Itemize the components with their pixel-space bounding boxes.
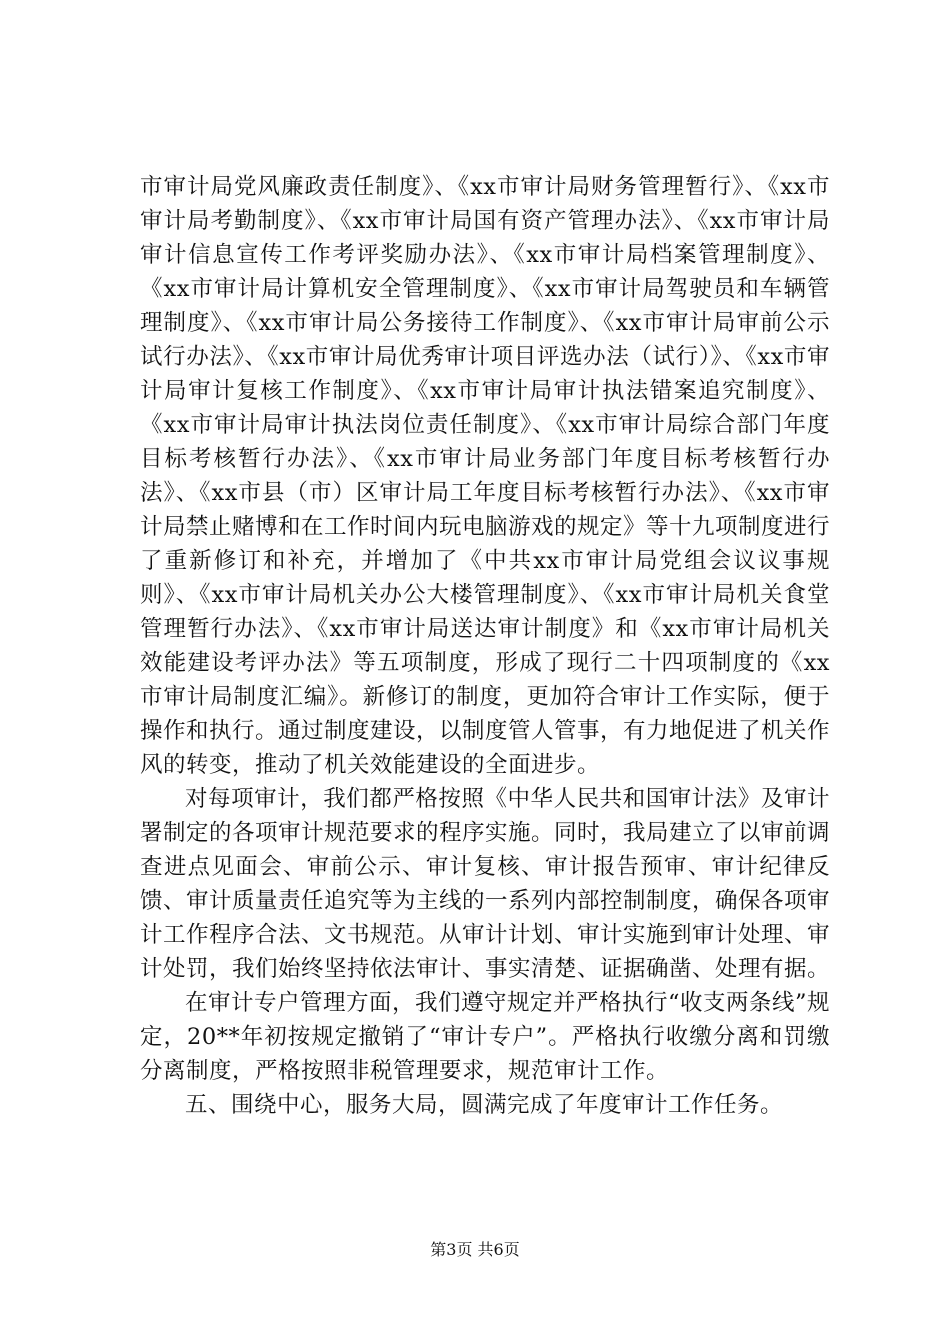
section-heading-five: 五、围绕中心，服务大局，圆满完成了年度审计工作任务。 [185, 1092, 784, 1118]
paragraph-audit-account-management: 在审计专户管理方面，我们遵守规定并严格执行“收支两条线”规定，20**年初按规定撤销了“审计专户”。严格执行收缴分离和罚缴分离制度，严格按照非税管理要求，规范审计工作。 [140, 990, 831, 1084]
document-body [140, 170, 830, 1122]
page-number: 第3页 共6页 [430, 1240, 520, 1259]
paragraph-regulations-list: 市审计局党风廉政责任制度》、《xx市审计局财务管理暂行》、《xx市审计局考勤制度》、《xx市审计局国有资产管理办法》、《xx市审计局审计信息宣传工作考评奖励办法》、《xx市审计局档案管理制度》、《xx市审计局计算机安全管理制度》、《xx市审计局驾驶员和车辆管理制度》、《xx市审计局公务接待工作制度》、《xx市审计局审前公示试行办法》、《xx市审计局优秀审计项目评选办法（试行）》、《xx市审计局审计复核工作制度》、《xx市审计局审计执法错案追究制度》、《xx市审计局审计执法岗位责任制度》、《xx市审计局综合部门年度目标考核暂行办法》、《xx市审计局业务部门年度目标考核暂行办法》、《xx市县（市）区审计局工年度目标考核暂行办法》、《xx市审计局禁止赌博和在工作时间内玩电脑游戏的规定》等十九项制度进行了重新修订和补充，并增加了《中共xx市审计局党组会议议事规则》、《xx市审计局机关办公大楼管理制度》、《xx市审计局机关食堂管理暂行办法》、《xx市审计局送达审计制度》和《xx市审计局机关效能建设考评办法》等五项制度，形成了现行二十四项制度的《xx市审计局制度汇编》。新修订的制度，更加符合审计工作实际，便于操作和执行。通过制度建设，以制度管人管事，有力地促进了机关作风的转变，推动了机关效能建设的全面进步。 [140, 174, 831, 778]
paragraph-audit-procedures: 对每项审计，我们都严格按照《中华人民共和国审计法》及审计署制定的各项审计规范要求的程序实施。同时，我局建立了以审前调查进点见面会、审前公示、审计复核、审计报告预审、审计纪律反馈、审计质量责任追究等为主线的一系列内部控制制度，确保各项审计工作程序合法、文书规范。从审计计划、审计实施到审计处理、审计处罚，我们始终坚持依法审计、事实清楚、证据确凿、处理有据。 [140, 786, 831, 982]
page-footer [0, 1239, 950, 1261]
